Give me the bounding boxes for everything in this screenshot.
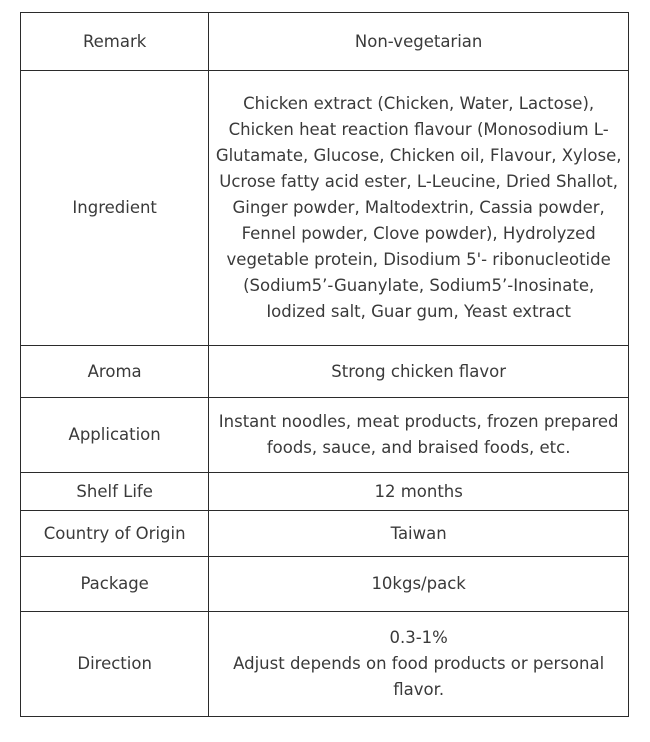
row-label-ingredient: Ingredient [21,71,209,346]
row-label-direction: Direction [21,612,209,717]
row-label-application: Application [21,398,209,473]
table-row [21,346,629,398]
row-label-country-of-origin: Country of Origin [21,511,209,557]
row-value-application: Instant noodles, meat products, frozen prepared foods, sauce, and braised foods, etc. [209,398,629,473]
product-spec-table [20,12,629,717]
table-row [21,398,629,473]
row-value-country-of-origin: Taiwan [209,511,629,557]
row-label-aroma: Aroma [21,346,209,398]
table-row [21,557,629,612]
row-label-remark: Remark [21,13,209,71]
table-row [21,71,629,346]
table-row [21,473,629,511]
row-value-remark: Non-vegetarian [209,13,629,71]
row-label-shelf-life: Shelf Life [21,473,209,511]
row-value-aroma: Strong chicken flavor [209,346,629,398]
row-value-ingredient: Chicken extract (Chicken, Water, Lactose), Chicken heat reaction flavour (Monosodium L- Glutamate, Glucose, Chicken oil, Flavour, Xylose, Ucrose fatty acid ester, L-Leucine, Dried Shallot, Ginger powder, Maltodextrin, Cassia powder, Fennel powder, Clove powder), Hydrolyzed vegetable protein, Disodium 5'- ribonucleotide (Sodium5’-Guanylate, Sodium5’-Inosinate, Iodized salt, Guar gum, Yeast extract [209,71,629,346]
row-label-package: Package [21,557,209,612]
row-value-shelf-life: 12 months [209,473,629,511]
table-row [21,612,629,717]
row-value-direction: 0.3-1% Adjust depends on food products or personal flavor. [209,612,629,717]
table-row [21,511,629,557]
table-row [21,13,629,71]
row-value-package: 10kgs/pack [209,557,629,612]
